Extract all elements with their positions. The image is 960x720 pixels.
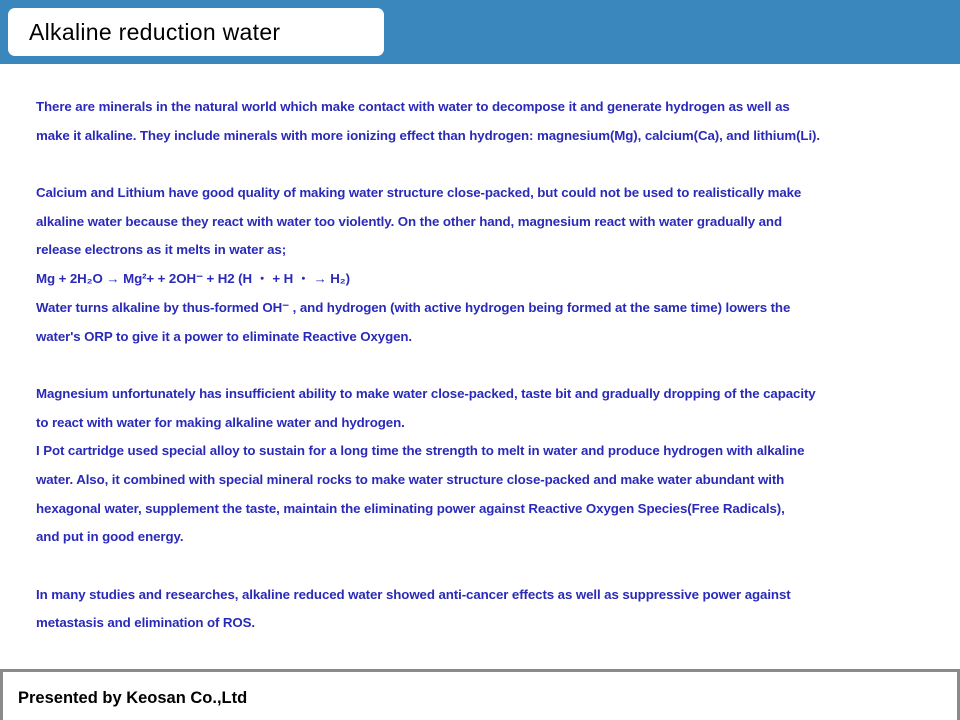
header-bar: [0, 0, 960, 64]
text-line: release electrons as it melts in water as;: [36, 242, 287, 258]
paragraph-gap: [36, 552, 936, 581]
text-line: Water turns alkaline by thus-formed OH⁻ , and hydrogen (with active hydrogen being formed at the same time) lowers the: [36, 299, 791, 315]
text-line: In many studies and researches, alkaline reduced water showed anti-cancer effects as well as suppressive power against: [36, 586, 791, 602]
body-text: [36, 93, 936, 638]
text-line: Calcium and Lithium have good quality of making water structure close-packed, but could not be used to realistically make: [36, 185, 802, 201]
text-line: There are minerals in the natural world which make contact with water to decompose it and generate hydrogen as well as: [36, 99, 790, 114]
text-line: water. Also, it combined with special mineral rocks to make water structure close-packed and make water abundant with: [36, 471, 785, 487]
footer-credit: Presented by Keosan Co.,Ltd: [18, 689, 248, 707]
paragraph-gap: [36, 150, 936, 179]
text-line: hexagonal water, supplement the taste, maintain the eliminating power against Reactive Oxygen Species(Free Radicals),: [36, 500, 785, 516]
footer-border-left: [0, 672, 3, 720]
text-line: and put in good energy.: [36, 529, 184, 545]
text-line: to react with water for making alkaline water and hydrogen.: [36, 414, 405, 430]
text-line: metastasis and elimination of ROS.: [36, 615, 256, 631]
text-line: water's ORP to give it a power to eliminate Reactive Oxygen.: [36, 328, 413, 344]
text-line: Magnesium unfortunately has insufficient ability to make water close-packed, taste bit and gradually dropping of the capacity: [36, 385, 816, 401]
text-line: make it alkaline. They include minerals with more ionizing effect than hydrogen: magnesium(Mg), calcium(Ca), and lithium(Li).: [36, 127, 820, 143]
title-box: [8, 8, 384, 56]
text-line: Mg + 2H₂O → Mg²+ + 2OH⁻ + H2 (H ・ + H ・ → H₂): [36, 271, 350, 287]
page-title: Alkaline reduction water: [29, 18, 281, 45]
text-line: alkaline water because they react with water too violently. On the other hand, magnesium react with water gradually and: [36, 213, 782, 229]
text-line: I Pot cartridge used special alloy to sustain for a long time the strength to melt in water and produce hydrogen with alkaline: [36, 443, 805, 459]
paragraph-gap: [36, 351, 936, 380]
